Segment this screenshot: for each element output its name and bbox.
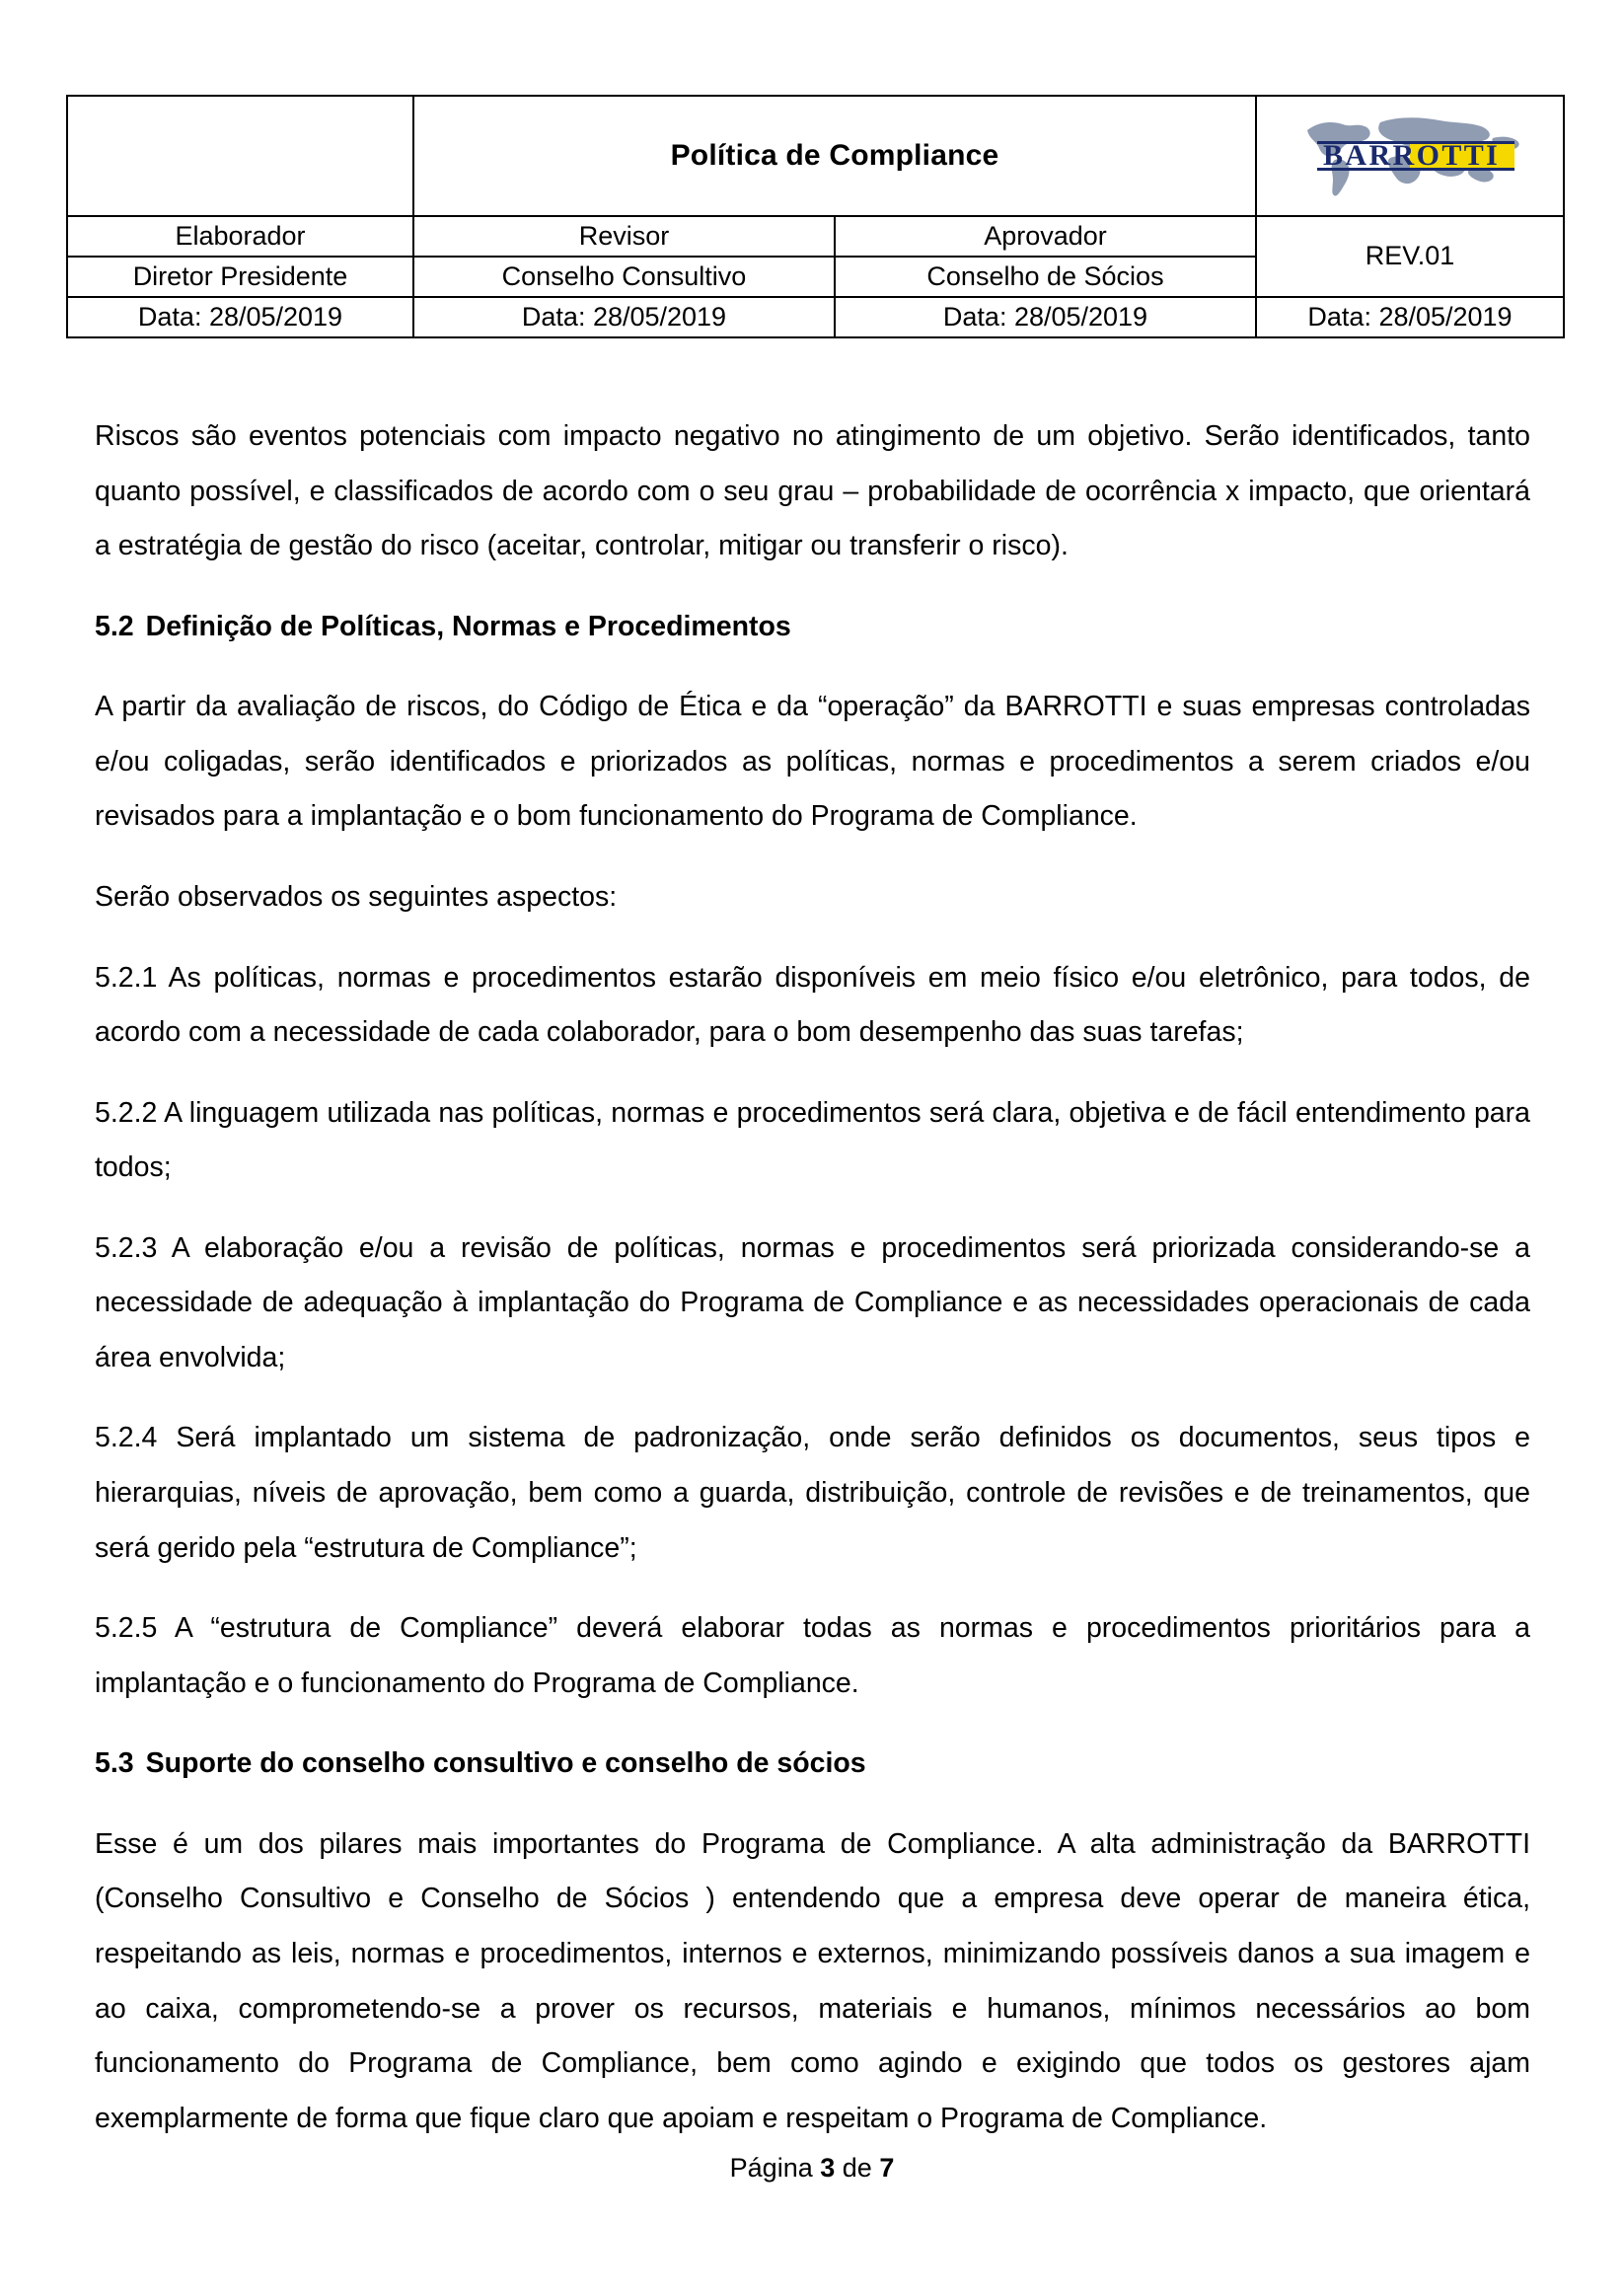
role-name-revisor: Conselho Consultivo [413, 257, 835, 297]
barrotti-logo [1295, 109, 1524, 203]
role-label-elaborador: Elaborador [67, 216, 413, 257]
paragraph-5-2-5: 5.2.5 A “estrutura de Compliance” deverá elaborar todas as normas e procedimentos prioritários para a implantação e o funcionamento do Programa de Compliance. [95, 1612, 1530, 1699]
document-body [95, 409, 1530, 2172]
page-footer [0, 2153, 1624, 2184]
paragraph-5-2-1: 5.2.1 As políticas, normas e procedimentos estarão disponíveis em meio físico e/ou eletrônico, para todos, de acordo com a necessidade de cada colaborador, para o bom desempenho das suas tarefas; [95, 961, 1530, 1049]
date-aprovador: Data: 28/05/2019 [835, 297, 1256, 337]
section-heading-5-3 [95, 1737, 1530, 1792]
header-logo-cell [1256, 96, 1564, 216]
header-role-label-row [67, 216, 1564, 257]
role-label-revisor: Revisor [413, 216, 835, 257]
section-title-5-3: Suporte do conselho consultivo e conselho de sócios [145, 1747, 866, 1780]
header-document-title-cell [413, 96, 1256, 216]
date-revisor: Data: 28/05/2019 [413, 297, 835, 337]
header-title-row [67, 96, 1564, 216]
paragraph-5-3-body: Esse é um dos pilares mais importantes do Programa de Compliance. A alta administração da BARROTTI (Conselho Consultivo e Conselho de Sócios ) entendendo que a empresa deve operar de maneira ética, respeitando as leis, normas e procedimentos, internos e externos, minimizando possíveis danos a sua imagem e ao caixa, comprometendo-se a prover os recursos, materiais e humanos, mínimos necessários ao bom funcionamento do Programa de Compliance, bem como agindo e exigindo que todos os gestores ajam exemplarmente de forma que fique claro que apoiam e respeitam o Programa de Compliance. [95, 1827, 1530, 2134]
page-title: Política de Compliance [670, 138, 999, 172]
footer-prefix: Página [729, 2153, 821, 2183]
header-date-row [67, 297, 1564, 337]
footer-middle: de [835, 2153, 880, 2183]
section-title-5-2: Definição de Políticas, Normas e Procedimentos [145, 610, 791, 642]
paragraph-5-2-2: 5.2.2 A linguagem utilizada nas políticas, normas e procedimentos será clara, objetiva e de fácil entendimento para todos; [95, 1096, 1530, 1184]
paragraph-5-2-4: 5.2.4 Será implantado um sistema de padronização, onde serão definidos os documentos, seus tipos e hierarquias, níveis de aprovação, bem como a guarda, distribuição, controle de revisões e de treinamentos, que será gerido pela “estrutura de Compliance”; [95, 1422, 1530, 1564]
revision-number: REV.01 [1256, 216, 1564, 297]
section-heading-5-2 [95, 600, 1530, 655]
globe-map-icon [1295, 109, 1524, 203]
section-number-5-2: 5.2 [95, 610, 134, 642]
role-name-aprovador: Conselho de Sócios [835, 257, 1256, 297]
document-header-table [66, 95, 1565, 338]
logo-wordmark: BARROTTI [1323, 139, 1501, 172]
role-name-elaborador: Diretor Presidente [67, 257, 413, 297]
paragraph-riscos: Riscos são eventos potenciais com impacto negativo no atingimento de um objetivo. Serão identificados, tanto quanto possível, e classificados de acordo com o seu grau – probabilidade de ocorrência x impacto, que orientará a estratégia de gestão do risco (aceitar, controlar, mitigar ou transferir o risco). [95, 420, 1530, 562]
paragraph-5-2-aspects: Serão observados os seguintes aspectos: [95, 880, 618, 913]
section-number-5-3: 5.3 [95, 1747, 134, 1780]
header-blank-cell [67, 96, 413, 216]
footer-total-pages: 7 [879, 2153, 895, 2183]
date-elaborador: Data: 28/05/2019 [67, 297, 413, 337]
paragraph-5-2-3: 5.2.3 A elaboração e/ou a revisão de políticas, normas e procedimentos será priorizada considerando-se a necessidade de adequação à implantação do Programa de Compliance e as necessidades operacionais de cada área envolvida; [95, 1231, 1530, 1373]
paragraph-5-2-intro: A partir da avaliação de riscos, do Código de Ética e da “operação” da BARROTTI e suas empresas controladas e/ou coligadas, serão identificados e priorizados as políticas, normas e procedimentos a serem criados e/ou revisados para a implantação e o bom funcionamento do Programa de Compliance. [95, 691, 1530, 833]
date-revision: Data: 28/05/2019 [1256, 297, 1564, 337]
role-label-aprovador: Aprovador [835, 216, 1256, 257]
footer-page-number: 3 [820, 2153, 836, 2183]
